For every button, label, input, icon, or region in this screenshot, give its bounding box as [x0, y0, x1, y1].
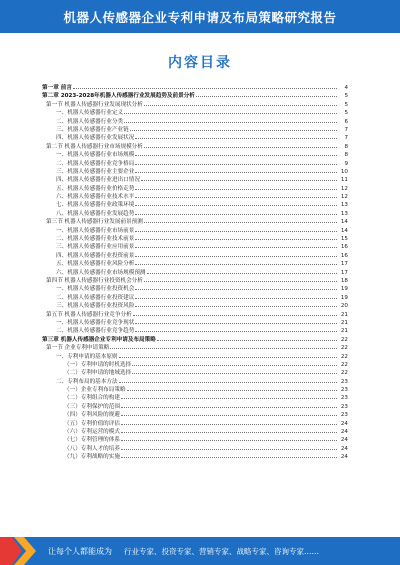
toc-entry-page: 24	[340, 420, 348, 427]
toc-leader-dots	[135, 285, 337, 290]
toc-entry-page: 20	[340, 303, 348, 310]
toc-entry-label: 第二章 2023-2028年机器人传感器行业发展趋势及前景分析	[42, 93, 195, 100]
toc-entry-page: 13	[340, 202, 348, 209]
toc-entry[interactable]	[42, 252, 348, 260]
toc-entry-label: 八、机器人传感器行业发展趋势	[56, 210, 135, 217]
toc-leader-dots	[135, 151, 337, 156]
toc-entry-label: 第一章 前言	[42, 85, 72, 91]
toc-leader-dots	[121, 436, 337, 441]
toc-entry-label: 第二节 机器人传感器行业市场规模分析	[46, 143, 143, 150]
toc-entry-page: 24	[340, 454, 348, 461]
toc-entry-page: 8	[344, 143, 348, 150]
toc-entry-page: 16	[340, 244, 348, 251]
toc-leader-dots	[144, 143, 337, 148]
toc-entry[interactable]	[42, 210, 348, 218]
toc-entry[interactable]	[42, 327, 348, 335]
toc-entry[interactable]	[42, 378, 348, 386]
toc-leader-dots	[147, 269, 337, 274]
toc-leader-dots	[144, 218, 337, 223]
toc-leader-dots	[121, 394, 337, 399]
toc-leader-dots	[130, 126, 337, 131]
report-title: 机器人传感器企业专利申请及布局策略研究报告	[63, 10, 337, 25]
toc-entry-label: 二、机器人传感器行业竞争格局	[56, 160, 135, 167]
toc-entry-page: 21	[340, 319, 348, 326]
toc-entry-label: （一）企业专利布局策略	[64, 387, 126, 394]
toc-entry[interactable]	[42, 285, 348, 293]
toc-leader-dots	[124, 118, 337, 123]
toc-entry-label: 五、机器人传感器行业风险分析	[56, 261, 135, 268]
toc-entry[interactable]	[42, 92, 348, 100]
toc-entry-label: 二、机器人传感器行业分类	[56, 118, 124, 125]
toc-entry[interactable]	[42, 386, 348, 394]
toc-entry-page: 17	[340, 261, 348, 268]
toc-entry-page: 23	[340, 403, 348, 410]
toc-entry[interactable]	[42, 403, 348, 411]
toc-entry[interactable]	[42, 185, 348, 193]
toc-leader-dots	[135, 235, 337, 240]
toc-leader-dots	[157, 336, 337, 341]
toc-entry-page: 11	[340, 177, 348, 184]
toc-entry-label: 二、机器人传感器行业投资建议	[56, 294, 135, 301]
toc-entry-label: 一、机器人传感器行业投资机会	[56, 286, 135, 293]
toc-entry-label: 六、机器人传感器行业市场规模预测	[56, 269, 146, 276]
footer-banner	[0, 537, 400, 565]
toc-entry-label: （三）专利保护的范围	[64, 403, 120, 410]
toc-leader-dots	[121, 445, 337, 450]
toc-entry-page: 6	[344, 118, 348, 125]
toc-entry-page: 4	[344, 85, 348, 91]
toc-entry-page: 22	[340, 361, 348, 368]
toc-entry[interactable]	[42, 227, 348, 235]
table-of-contents	[42, 84, 348, 462]
toc-entry-page: 22	[340, 336, 348, 343]
toc-entry-label: （八）专利人才的培养	[64, 445, 120, 452]
toc-entry-label: 三、机器人传感器行业产业链	[56, 126, 129, 133]
toc-entry-page: 18	[340, 277, 348, 284]
toc-entry-page: 19	[340, 294, 348, 301]
toc-entry[interactable]	[42, 319, 348, 327]
toc-entry[interactable]	[42, 134, 348, 142]
toc-leader-dots	[135, 227, 337, 232]
toc-leader-dots	[196, 92, 337, 97]
toc-entry[interactable]	[42, 436, 348, 444]
toc-entry-label: 一、机器人传感器行业竞争现状	[56, 319, 135, 326]
toc-leader-dots	[121, 428, 337, 433]
toc-entry[interactable]	[42, 176, 348, 184]
toc-leader-dots	[141, 176, 337, 181]
toc-entry-page: 9	[344, 160, 348, 167]
toc-entry[interactable]	[42, 260, 348, 268]
toc-entry-page: 5	[344, 101, 348, 108]
toc-leader-dots	[132, 369, 337, 374]
toc-entry[interactable]	[42, 428, 348, 436]
toc-heading: 内容目录	[168, 55, 232, 71]
toc-entry-label: 四、机器人传感器行业进出口情况	[56, 177, 140, 184]
toc-leader-dots	[124, 109, 337, 114]
toc-entry-label: 第五节 机器人传感器行业竞争分析	[46, 311, 132, 318]
toc-leader-dots	[121, 411, 337, 416]
toc-entry-label: 第一节 企业专利申请策略	[46, 345, 110, 352]
toc-entry-page: 23	[340, 395, 348, 402]
toc-entry-page: 7	[344, 126, 348, 133]
toc-entry-page: 14	[340, 227, 348, 234]
toc-entry[interactable]	[42, 394, 348, 402]
toc-leader-dots	[73, 84, 337, 89]
toc-leader-dots	[135, 327, 337, 332]
toc-entry[interactable]	[42, 235, 348, 243]
toc-entry[interactable]	[42, 168, 348, 176]
toc-entry-page: 12	[340, 185, 348, 192]
toc-entry[interactable]	[42, 411, 348, 419]
toc-leader-dots	[127, 386, 337, 391]
toc-entry-page: 7	[344, 135, 348, 142]
toc-entry[interactable]	[42, 420, 348, 428]
toc-entry[interactable]	[42, 445, 348, 453]
toc-entry-page: 8	[344, 152, 348, 159]
toc-leader-dots	[121, 403, 337, 408]
toc-entry-label: 五、机器人传感器行业价格走势	[56, 185, 135, 192]
toc-entry-label: 第三章 机器人传感器企业专利申请及布局策略	[42, 336, 156, 343]
toc-entry-page: 23	[340, 387, 348, 394]
toc-entry-page: 23	[340, 412, 348, 419]
toc-leader-dots	[135, 319, 337, 324]
toc-entry-page: 22	[340, 353, 348, 360]
toc-leader-dots	[135, 134, 337, 139]
footer-slogan: 让每个人都能成为	[48, 547, 112, 556]
toc-entry-label: 一、机器人传感器行业市场前景	[56, 227, 135, 234]
toc-entry-label: 六、机器人传感器行业技术水平	[56, 194, 135, 201]
toc-entry[interactable]	[42, 369, 348, 377]
toc-leader-dots	[133, 311, 337, 316]
toc-entry-label: 一、专利申请的基本原则	[56, 353, 118, 360]
toc-entry[interactable]	[42, 344, 348, 352]
report-header	[0, 0, 400, 33]
toc-entry[interactable]	[42, 84, 348, 92]
toc-entry-label: 一、机器人传感器行业市场规模	[56, 152, 135, 159]
toc-leader-dots	[135, 302, 337, 307]
toc-leader-dots	[119, 353, 337, 358]
toc-entry[interactable]	[42, 143, 348, 151]
toc-entry-page: 5	[344, 93, 348, 100]
toc-entry-label: 四、机器人传感器行业发展状况	[56, 135, 135, 142]
toc-entry-page: 17	[340, 269, 348, 276]
toc-entry[interactable]	[42, 269, 348, 277]
toc-entry[interactable]	[42, 126, 348, 134]
toc-entry-page: 24	[340, 437, 348, 444]
toc-entry-page: 15	[340, 236, 348, 243]
toc-entry-page: 5	[344, 110, 348, 117]
toc-entry[interactable]	[42, 151, 348, 159]
toc-entry-label: 二、专利布局的基本方法	[56, 378, 118, 385]
toc-entry-page: 12	[340, 194, 348, 201]
toc-entry[interactable]	[42, 453, 348, 461]
toc-entry[interactable]	[42, 302, 348, 310]
toc-entry-page: 10	[340, 168, 348, 175]
toc-entry-label: （九）专利战略的实施	[64, 454, 120, 461]
toc-entry[interactable]	[42, 361, 348, 369]
toc-entry-label: （五）专利价值的评估	[64, 420, 120, 427]
toc-leader-dots	[135, 294, 337, 299]
toc-leader-dots	[135, 185, 337, 190]
toc-entry-label: （四）专利风险的规避	[64, 412, 120, 419]
toc-entry[interactable]	[42, 109, 348, 117]
toc-entry[interactable]	[42, 311, 348, 319]
toc-entry-page: 24	[340, 445, 348, 452]
toc-entry-page: 24	[340, 429, 348, 436]
toc-leader-dots	[119, 378, 337, 383]
toc-entry-label: 七、机器人传感器行业政策环境	[56, 202, 135, 209]
toc-leader-dots	[135, 210, 337, 215]
toc-entry-page: 13	[340, 210, 348, 217]
toc-entry-label: 二、机器人传感器行业技术前景	[56, 236, 135, 243]
toc-leader-dots	[135, 260, 337, 265]
toc-entry-label: （二）专利申请的地域选择	[64, 370, 132, 377]
toc-leader-dots	[135, 193, 337, 198]
toc-entry[interactable]	[42, 218, 348, 226]
toc-leader-dots	[135, 252, 337, 257]
toc-leader-dots	[135, 168, 337, 173]
toc-entry-label: （六）专利运营的模式	[64, 429, 120, 436]
toc-entry[interactable]	[42, 277, 348, 285]
toc-entry[interactable]	[42, 336, 348, 344]
toc-entry-label: 二、机器人传感器行业竞争趋势	[56, 328, 135, 335]
toc-leader-dots	[135, 243, 337, 248]
toc-entry-label: 一、机器人传感器行业定义	[56, 110, 124, 117]
toc-leader-dots	[144, 277, 337, 282]
toc-entry[interactable]	[42, 353, 348, 361]
toc-entry[interactable]	[42, 193, 348, 201]
footer-experts: 行业专家、投资专家、营销专家、战略专家、咨询专家……	[124, 547, 319, 556]
toc-entry-page: 19	[340, 286, 348, 293]
toc-leader-dots	[135, 160, 337, 165]
toc-entry-page: 14	[340, 219, 348, 226]
toc-entry[interactable]	[42, 294, 348, 302]
toc-entry-page: 21	[340, 311, 348, 318]
toc-entry[interactable]	[42, 118, 348, 126]
toc-entry[interactable]	[42, 201, 348, 209]
toc-leader-dots	[135, 201, 337, 206]
toc-entry-page: 22	[340, 345, 348, 352]
toc-leader-dots	[144, 101, 337, 106]
toc-entry-label: （一）专利申请的时机选择	[64, 361, 132, 368]
toc-entry-page: 22	[340, 370, 348, 377]
toc-entry-label: 三、机器人传感器行业投资风险	[56, 303, 135, 310]
toc-entry-page: 16	[340, 252, 348, 259]
toc-leader-dots	[110, 344, 337, 349]
toc-entry-label: 第四节 机器人传感器行业投资机会分析	[46, 277, 143, 284]
toc-leader-dots	[121, 453, 337, 458]
toc-entry-label: （七）专利管理的体系	[64, 437, 120, 444]
toc-entry-label: （二）专利组合的构建	[64, 395, 120, 402]
toc-entry-page: 21	[340, 328, 348, 335]
toc-entry[interactable]	[42, 160, 348, 168]
toc-entry[interactable]	[42, 243, 348, 251]
toc-entry-page: 23	[340, 378, 348, 385]
toc-entry-label: 三、机器人传感器行业主要企业	[56, 168, 135, 175]
toc-entry-label: 三、机器人传感器行业应用前景	[56, 244, 135, 251]
toc-entry[interactable]	[42, 101, 348, 109]
toc-entry-label: 四、机器人传感器行业投资前景	[56, 252, 135, 259]
toc-leader-dots	[121, 420, 337, 425]
toc-entry-label: 第三节 机器人传感器行业发展前景预测	[46, 219, 143, 226]
toc-leader-dots	[132, 361, 337, 366]
toc-entry-label: 第一节 机器人传感器行业发展现状分析	[46, 101, 143, 108]
